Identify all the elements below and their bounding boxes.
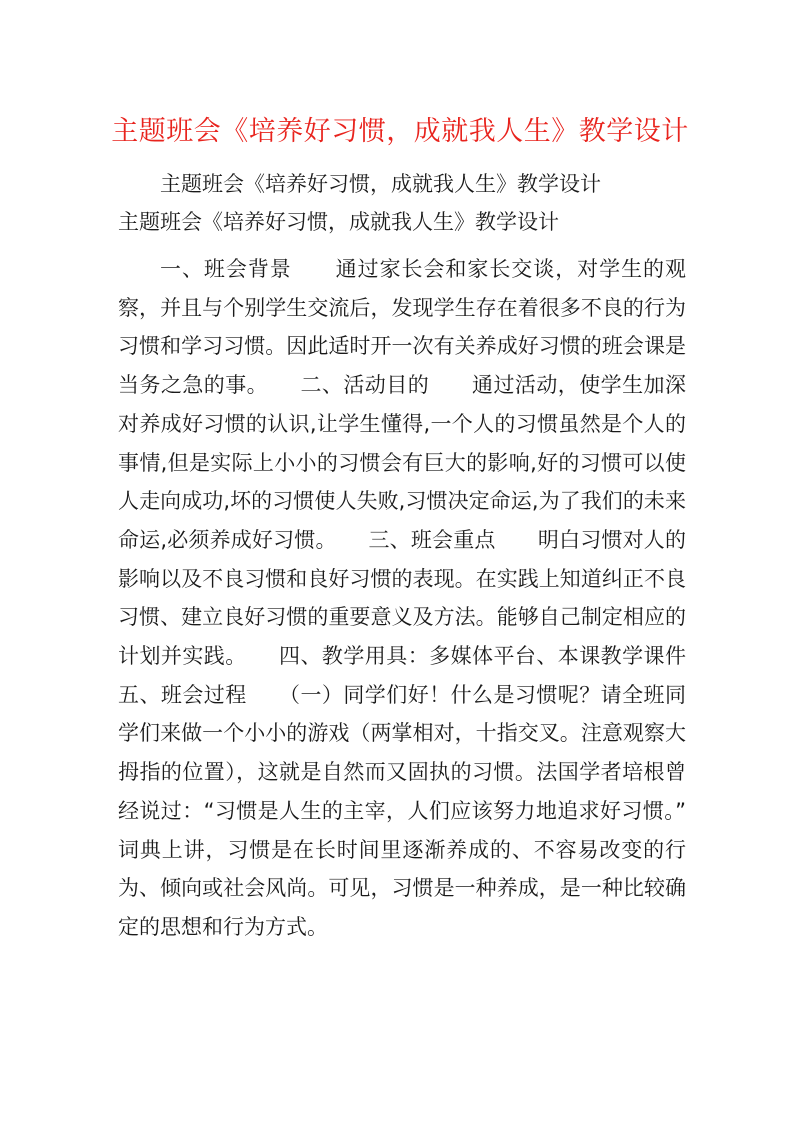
document-subtitle-repeat: 主题班会《培养好习惯，成就我人生》教学设计 (118, 210, 559, 234)
document-title: 主题班会《培养好习惯，成就我人生》教学设计 (111, 116, 689, 147)
document-subtitle: 主题班会《培养好习惯，成就我人生》教学设计 (160, 172, 601, 196)
document-body: 一、班会背景 通过家长会和家长交谈，对学生的观察，并且与个别学生交流后，发现学生存在着很多不良的行为习惯和学习习惯。因此适时开一次有关养成好习惯的班会课是当务之急的事。 二、活动目的 通过活动，使学生加深对养成好习惯的认识,让学生懂得,一个人的习惯虽然是个人的事情,但是实际上小小的习惯会有巨大的影响,好的习惯可以使人走向成功,坏的习惯使人失败,习惯决定命运,为了我们的未来命运,必须养成好习惯。 三、班会重点 明白习惯对人的影响以及不良习惯和良好习惯的表现。在实践上知道纠正不良习惯、建立良好习惯的重要意义及方法。能够自己制定相应的计划并实践。 四、教学用具：多媒体平台、本课教学课件 五、班会过程 （一）同学们好！什么是习惯呢？请全班同学们来做一个小小的游戏（两掌相对，十指交叉。注意观察大拇指的位置），这就是自然而又固执的习惯。法国学者培根曾经说过：“习惯是人生的主宰，人们应该努力地追求好习惯。” 词典上讲，习惯是在长时间里逐渐养成的、不容易改变的行为、倾向或社会风尚。可见，习惯是一种养成，是一种比较确定的思想和行为方式。 (118, 257, 728, 939)
